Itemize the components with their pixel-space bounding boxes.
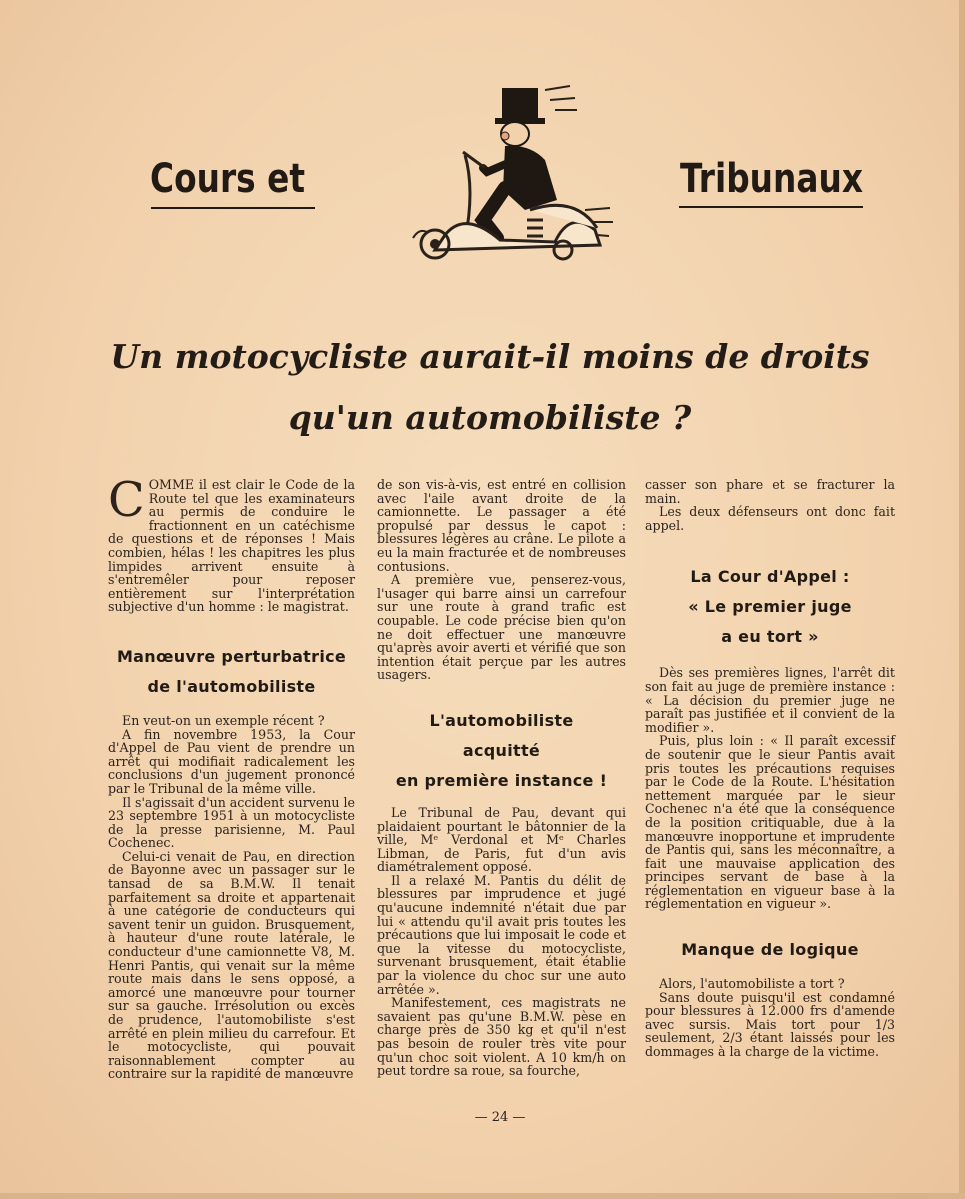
scooter-rider-illustration bbox=[405, 60, 620, 265]
body-paragraph: Alors, l'automobiliste a tort ? bbox=[659, 976, 845, 992]
body-paragraph: Dès ses premières lignes, l'arrêt dit son fait au juge de première instance : « La décision du premier juge ne paraît pas justifiée et il convient de la modifier ». bbox=[645, 665, 895, 735]
subheading-manoeuvre: Manœuvre perturbatrice bbox=[116, 646, 347, 666]
subheading-acquitte-1: L'automobiliste bbox=[429, 710, 574, 730]
body-paragraph: Puis, plus loin : « Il paraît excessif de soutenir que le sieur Pantis avait pris toutes les précautions requises par le Code de la Route. L'hésitation nettement marquée par le sieur Cochenec n'a été que la conséquence de la position critiquable, due à la manœuvre inopportune et imprudente de Pantis qui, sans les méconnaître, a fait une mauvaise application des principes servant de base à la réglementation en vigueur base à la réglementation en vigueur ». bbox=[645, 733, 895, 912]
body-paragraph: Le Tribunal de Pau, devant qui plaidaient pourtant le bâtonnier de la ville, Mᵉ Verdonal et Mᵉ Charles Libman, de Paris, fut d'un avis diamétralement opposé. bbox=[377, 804, 626, 875]
body-paragraph: Sans doute puisqu'il est condamné pour blessures à 12.000 frs d'amende avec sursis. Mais tort pour 1/3 seulement, 2/3 étant laissés pour les dommages à la charge de la victime. bbox=[645, 989, 895, 1060]
page-number: — 24 — bbox=[474, 1110, 526, 1125]
intro-text: OMME il est clair le Code de la Route tel que les examinateurs au permis de conduire le fractionnent en un catéchisme de questions et de réponses ! Mais combien, hélas ! les chapitres les plus limpides arrivent ensuite à s'entremêler pour reposer entièrement sur l'interprétation subjective d'un homme : le magistrat. bbox=[108, 477, 355, 615]
section-header-left: Cours et bbox=[150, 156, 306, 202]
body-paragraph: casser son phare et se fracturer la main. bbox=[645, 477, 895, 506]
header-rule-right bbox=[679, 206, 863, 208]
subheading-cour-appel-1: La Cour d'Appel : bbox=[690, 567, 850, 587]
body-paragraph: Il a relaxé M. Pantis du délit de blessures par imprudence et jugé qu'aucune indemnité n'était due par lui « attendu qu'il avait pris toutes les précautions que lui imposait le code et que la vitesse du motocycliste, survenant brusquement, était établie par la violence du choc sur une auto arrêtée ». bbox=[377, 872, 626, 997]
body-paragraph: Manifestement, ces magistrats ne savaient pas qu'une B.M.W. pèse en charge près de 350 kg et qu'il n'est pas besoin de rouler très vite pour qu'un choc soit violent. A 10 km/h on peut tordre sa roue, sa fourche, bbox=[377, 995, 626, 1079]
article-title-line-1: Un motocycliste aurait-il moins de droits bbox=[110, 337, 870, 376]
body-paragraph: En veut-on un exemple récent ? bbox=[122, 712, 325, 728]
subheading-acquitte-3: en première instance ! bbox=[395, 770, 608, 790]
page-edge-bottom bbox=[0, 1193, 965, 1199]
body-paragraph: Les deux défenseurs ont donc fait appel. bbox=[645, 504, 895, 533]
subheading-manoeuvre-2: de l'automobiliste bbox=[147, 676, 316, 696]
subheading-acquitte-2: acquitté bbox=[462, 740, 541, 760]
article-column-3 bbox=[645, 478, 895, 1059]
article-column-2 bbox=[377, 478, 626, 1078]
intro-paragraph bbox=[108, 472, 355, 615]
article-title-line-2: qu'un automobiliste ? bbox=[288, 398, 692, 437]
article-column-1 bbox=[108, 472, 356, 1082]
body-paragraph: Celui-ci venait de Pau, en direction de Bayonne avec un passager sur le tansad de sa B.M.W. Il tenait parfaitement sa droite et appartenait à une catégorie de conducteurs qui savent tenir un guidon. Brusquement, à hauteur d'une route latérale, le conducteur d'une camionnette V8, M. Henri Pantis, qui venait sur la même route mais dans le sens opposé, a amorcé une manœuvre pour tourner sur sa gauche. Irrésolution ou excès de prudence, l'automobiliste s'est arrêté en plein milieu du carrefour. Et le motocycliste, qui pouvait raisonnablement compter au contraire sur la rapidité de manœuvre bbox=[108, 848, 355, 1082]
body-paragraph: A première vue, penserez-vous, l'usager qui barre ainsi un carrefour sur une route à grand trafic est coupable. Le code précise bien qu'on ne doit effectuer une manœuvre qu'après avoir averti et vérifié que son intention était perçue par les autres usagers. bbox=[377, 572, 626, 683]
body-paragraph: de son vis-à-vis, est entré en collision avec l'aile avant droite de la camionnette. Le passager a été propulsé par dessus le capot : blessures légères au crâne. Le pilote a eu la main fracturée et de nombreuses contusions. bbox=[377, 477, 626, 574]
body-paragraph: A fin novembre 1953, la Cour d'Appel de Pau vient de prendre un arrêt qui modifiait radicalement les conclusions d'un jugement prononcé par le Tribunal de la même ville. bbox=[108, 726, 355, 796]
subheading-manque-logique: Manque de logique bbox=[681, 940, 859, 960]
page-edge-right bbox=[959, 0, 965, 1199]
body-paragraph: Il s'agissait d'un accident survenu le 23 septembre 1951 à un motocycliste de la presse parisienne, M. Paul Cochenec. bbox=[108, 794, 356, 851]
header-rule-left bbox=[151, 207, 315, 209]
drop-cap: C bbox=[108, 472, 145, 528]
section-header-right: Tribunaux bbox=[680, 156, 864, 202]
subheading-cour-appel-3: a eu tort » bbox=[721, 627, 819, 647]
subheading-cour-appel-2: « Le premier juge bbox=[688, 597, 852, 617]
